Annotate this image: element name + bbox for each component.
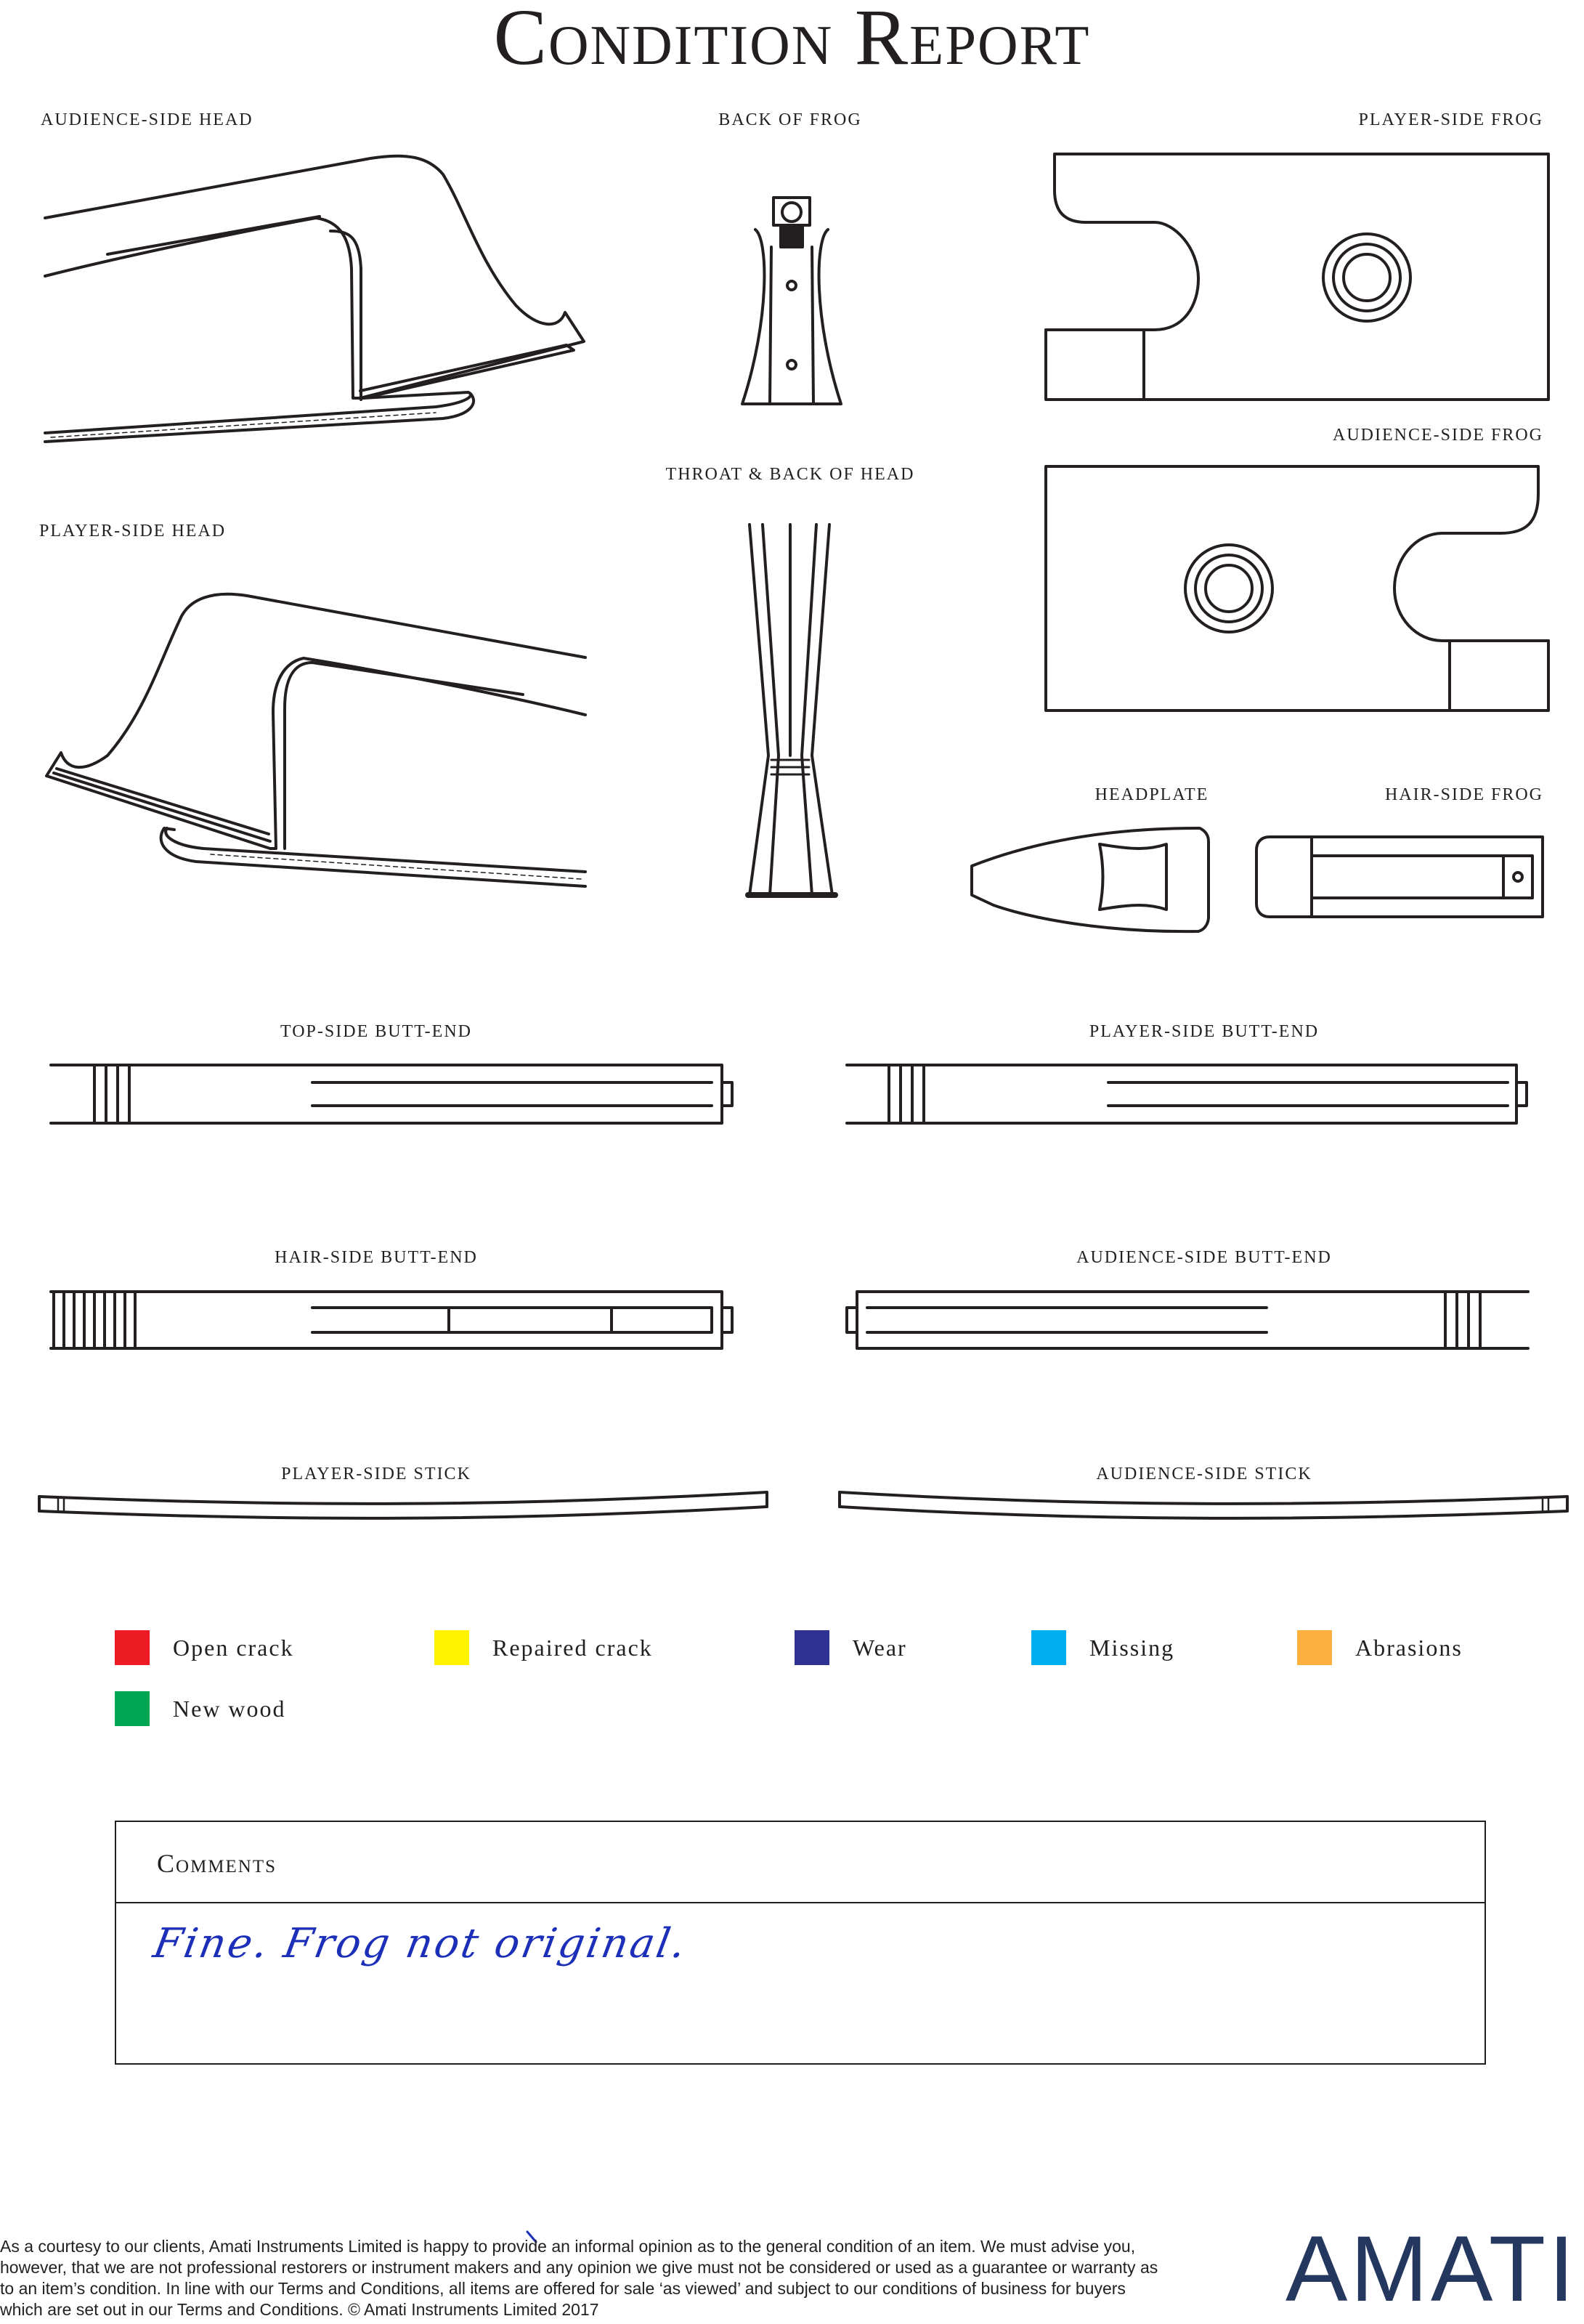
legend-abrasions [1297, 1630, 1463, 1665]
swatch-open-crack [115, 1630, 150, 1665]
legend-label-abrasions: Abrasions [1355, 1634, 1463, 1661]
legend-label-repaired-crack: Repaired crack [492, 1634, 653, 1661]
label-hair-side-frog: HAIR-SIDE FROG [1384, 785, 1543, 804]
legend-missing [1031, 1630, 1174, 1665]
hair-side-frog-drawing [1256, 837, 1543, 917]
audience-side-butt-end-drawing [847, 1292, 1528, 1348]
legend-label-wear: Wear [853, 1634, 907, 1661]
label-player-side-butt-end: PLAYER-SIDE BUTT-END [1089, 1022, 1320, 1041]
player-side-head-drawing [46, 594, 585, 886]
label-top-side-butt-end: TOP-SIDE BUTT-END [280, 1022, 473, 1041]
player-side-frog-drawing [1046, 154, 1548, 400]
legend-label-open-crack: Open crack [173, 1634, 294, 1661]
disclaimer-text: As a courtesy to our clients, Amati Instruments Limited is happy to provide an informal opinion as to the general condition of an item. We must advise you, however, that we are not professional restorers or instrument makers and any opinion we give must not be considered or used as a guarantee or warranty as to an item’s condition. In line with our Terms and Conditions, all items are offered for sale ‘as viewed’ and subject to our conditions of business for buyers which are set out in our Terms and Conditions. © Amati Instruments Limited 2017 [0, 2237, 1158, 2319]
comments-box[interactable] [115, 1821, 1486, 2065]
comments-title: Comments [157, 1849, 277, 1878]
player-side-butt-end-drawing [847, 1065, 1527, 1123]
audience-side-frog-drawing [1046, 466, 1548, 710]
label-player-side-stick: PLAYER-SIDE STICK [281, 1465, 471, 1483]
handwritten-comment: Fine. Frog not original. [150, 1920, 691, 1967]
swatch-missing [1031, 1630, 1066, 1665]
legend-label-new-wood: New wood [173, 1695, 286, 1722]
label-audience-side-head: AUDIENCE-SIDE HEAD [41, 110, 253, 129]
legend-open-crack [115, 1630, 294, 1665]
back-of-frog-drawing [742, 198, 841, 404]
legend-wear [795, 1630, 907, 1665]
comments-header [116, 1822, 1485, 1903]
label-audience-side-frog: AUDIENCE-SIDE FROG [1333, 426, 1543, 445]
top-side-butt-end-drawing [51, 1065, 732, 1123]
swatch-repaired-crack [434, 1630, 469, 1665]
throat-back-of-head-drawing [748, 525, 835, 895]
audience-side-head-drawing [45, 156, 584, 442]
legend-label-missing: Missing [1089, 1634, 1175, 1661]
label-player-side-head: PLAYER-SIDE HEAD [39, 522, 227, 540]
player-side-stick-drawing [39, 1492, 767, 1518]
audience-side-stick-drawing [840, 1492, 1567, 1518]
swatch-wear [795, 1630, 829, 1665]
label-audience-side-butt-end: AUDIENCE-SIDE BUTT-END [1076, 1248, 1332, 1267]
hair-side-butt-end-drawing [51, 1292, 732, 1348]
label-back-of-frog: BACK OF FROG [718, 110, 862, 129]
swatch-new-wood [115, 1691, 150, 1726]
legend-repaired-crack [434, 1630, 653, 1665]
legend-new-wood [115, 1691, 286, 1726]
headplate-drawing [972, 828, 1209, 931]
swatch-abrasions [1297, 1630, 1332, 1665]
brand-logo: AMATI [1286, 2217, 1577, 2321]
label-throat-back-of-head: THROAT & BACK OF HEAD [665, 465, 915, 484]
label-headplate: HEADPLATE [1094, 785, 1209, 804]
label-hair-side-butt-end: HAIR-SIDE BUTT-END [275, 1248, 478, 1267]
page-title: Condition Report [493, 0, 1091, 81]
label-player-side-frog: PLAYER-SIDE FROG [1358, 110, 1543, 129]
label-audience-side-stick: AUDIENCE-SIDE STICK [1096, 1465, 1312, 1483]
